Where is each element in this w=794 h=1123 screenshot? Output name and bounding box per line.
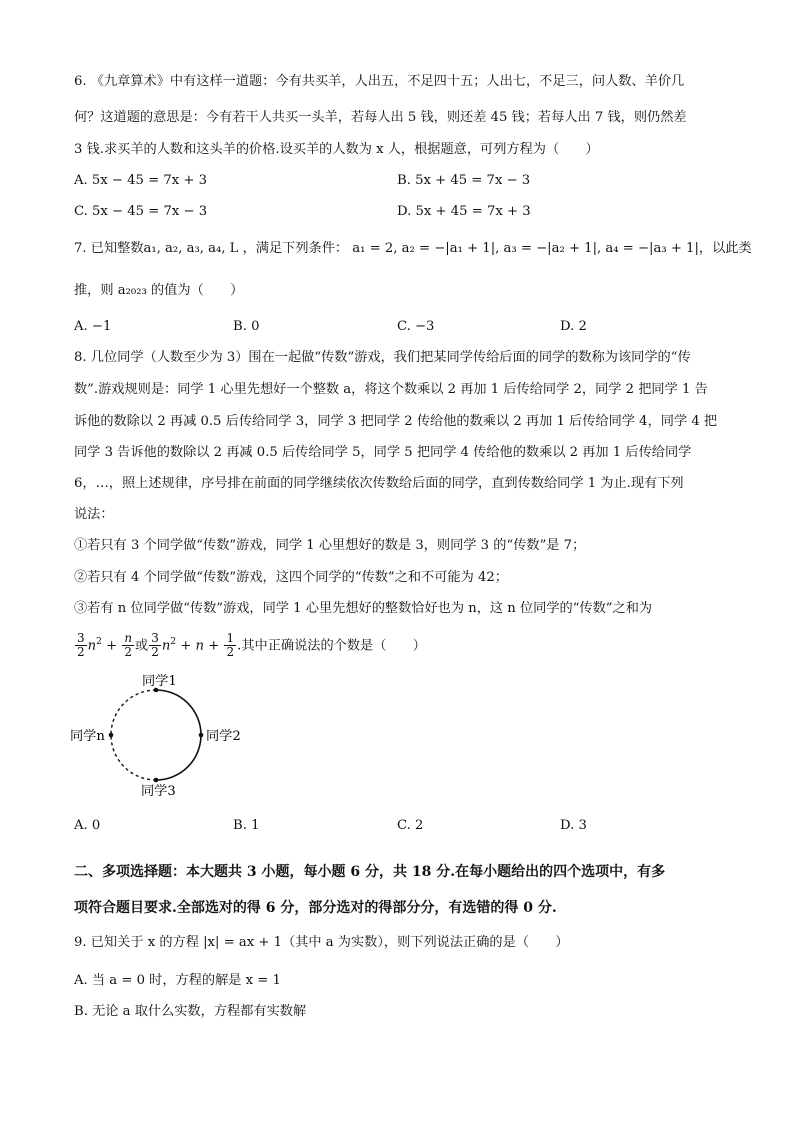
circle-diagram [70,668,270,803]
q6-line-1: 6. 《九章算术》中有这样一道题：今有共买羊，人出五，不足四十五；人出七，不足三，问人数、羊价几 [74,74,685,89]
q8-line-6: 说法： [74,507,114,522]
q7-option-b: B. 0 [233,319,260,334]
dot-student-2 [199,733,204,738]
section-2-heading-line-1: 二、多项选择题：本大题共 3 小题，每小题 6 分，共 18 分.在每小题给出的四个选项中，有多 [74,864,666,880]
frac-n-2: $\frac{n}{2}$ [124,631,133,660]
q8-line-4: 同学 3 告诉他的数除以 2 再减 0.5 后传给同学 5，同学 5 把同学 4 传给他的数乘以 2 再加 1 后传给同学 [74,445,692,460]
q8-statement-3: ③若有 n 位同学做“传数”游戏，同学 1 心里先想好的整数恰好也为 n，这 n 位同学的“传数”之和为 [74,601,653,616]
q8-line-1: 8. 几位同学（人数至少为 3）围在一起做“传数”游戏，我们把某同学传给后面的同学的数称为该同学的“传 [74,350,691,365]
label-student-2: 同学2 [206,729,241,744]
q9-option-a: A. 当 a = 0 时，方程的解是 x = 1 [74,973,281,988]
circle-arc-dashed [111,690,156,780]
label-student-3: 同学3 [141,784,176,799]
dot-student-3 [154,778,159,783]
q8-option-b: B. 1 [233,818,260,833]
or-word: 或 [135,638,149,654]
q7-option-d: D. 2 [560,319,587,334]
frac-3-2: $\frac{3}{2}$ [77,631,85,660]
q7-option-a: A. −1 [74,319,112,334]
label-student-1: 同学1 [142,674,177,689]
q8-formula-line: $\frac{3}{2}$ $n^2$ + $\frac{n}{2}$ 或 $\frac{3}{2}$ $n^2 + n$ + $\frac{1}{2}$ .其中正确说法的个数是（ ） [77,631,426,660]
q8-line-5: 6，…，照上述规律，序号排在前面的同学继续依次传数给后面的同学，直到传数给同学 1 为止.现有下列 [74,476,684,491]
q9-option-b: B. 无论 a 取什么实数，方程都有实数解 [74,1004,307,1019]
q7-option-c: C. −3 [397,319,435,334]
q6-option-d: D. 5x + 45 = 7x + 3 [397,204,531,219]
frac-3-2-b: $\frac{3}{2}$ [151,631,159,660]
label-student-n: 同学n [70,729,105,744]
dot-student-n [109,733,114,738]
q8-statement-2: ②若只有 4 个同学做“传数”游戏，这四个同学的“传数”之和不可能为 42； [74,570,508,585]
q8-statement-3-tail: .其中正确说法的个数是（ ） [237,638,426,654]
q8-statement-1: ①若只有 3 个同学做“传数”游戏，同学 1 心里想好的数是 3，则同学 3 的“传数”是 7； [74,538,586,553]
q8-line-2: 数”.游戏规则是：同学 1 心里先想好一个整数 a，将这个数乘以 2 再加 1 后传给同学 2，同学 2 把同学 1 告 [74,382,708,397]
q7-line-1: 7. 已知整数a₁, a₂, a₃, a₄, L ，满足下列条件： a₁ = 2, a₂ = −|a₁ + 1|, a₃ = −|a₂ + 1|, a₄ = −|a₃ + 1|，以此类 [74,241,752,256]
q9-line-1: 9. 已知关于 x 的方程 |x| = ax + 1（其中 a 为实数），则下列说法正确的是（ ） [74,935,569,950]
q8-option-a: A. 0 [74,818,101,833]
q7-line-2: 推，则 a₂₀₂₃ 的值为（ ） [74,283,244,298]
q6-line-3: 3 钱.求买羊的人数和这头羊的价格.设买羊的人数为 x 人，根据题意，可列方程为（ ） [74,142,599,157]
q6-line-2: 何？这道题的意思是：今有若干人共买一头羊，若每人出 5 钱，则还差 45 钱；若每人出 7 钱，则仍然差 [74,110,687,125]
section-2-heading-line-2: 项符合题目要求.全部选对的得 6 分，部分选对的得部分分，有选错的得 0 分. [74,900,557,916]
q8-option-d: D. 3 [560,818,587,833]
frac-1-2: $\frac{1}{2}$ [226,631,235,660]
q8-option-c: C. 2 [397,818,424,833]
circle-arc-solid [156,690,201,780]
q8-line-3: 诉他的数除以 2 再减 0.5 后传给同学 3，同学 3 把同学 2 传给他的数乘以 2 再加 1 后传给同学 4，同学 4 把 [74,414,718,429]
q6-option-b: B. 5x + 45 = 7x − 3 [397,173,531,188]
q6-option-a: A. 5x − 45 = 7x + 3 [74,173,208,188]
q6-option-c: C. 5x − 45 = 7x − 3 [74,204,208,219]
